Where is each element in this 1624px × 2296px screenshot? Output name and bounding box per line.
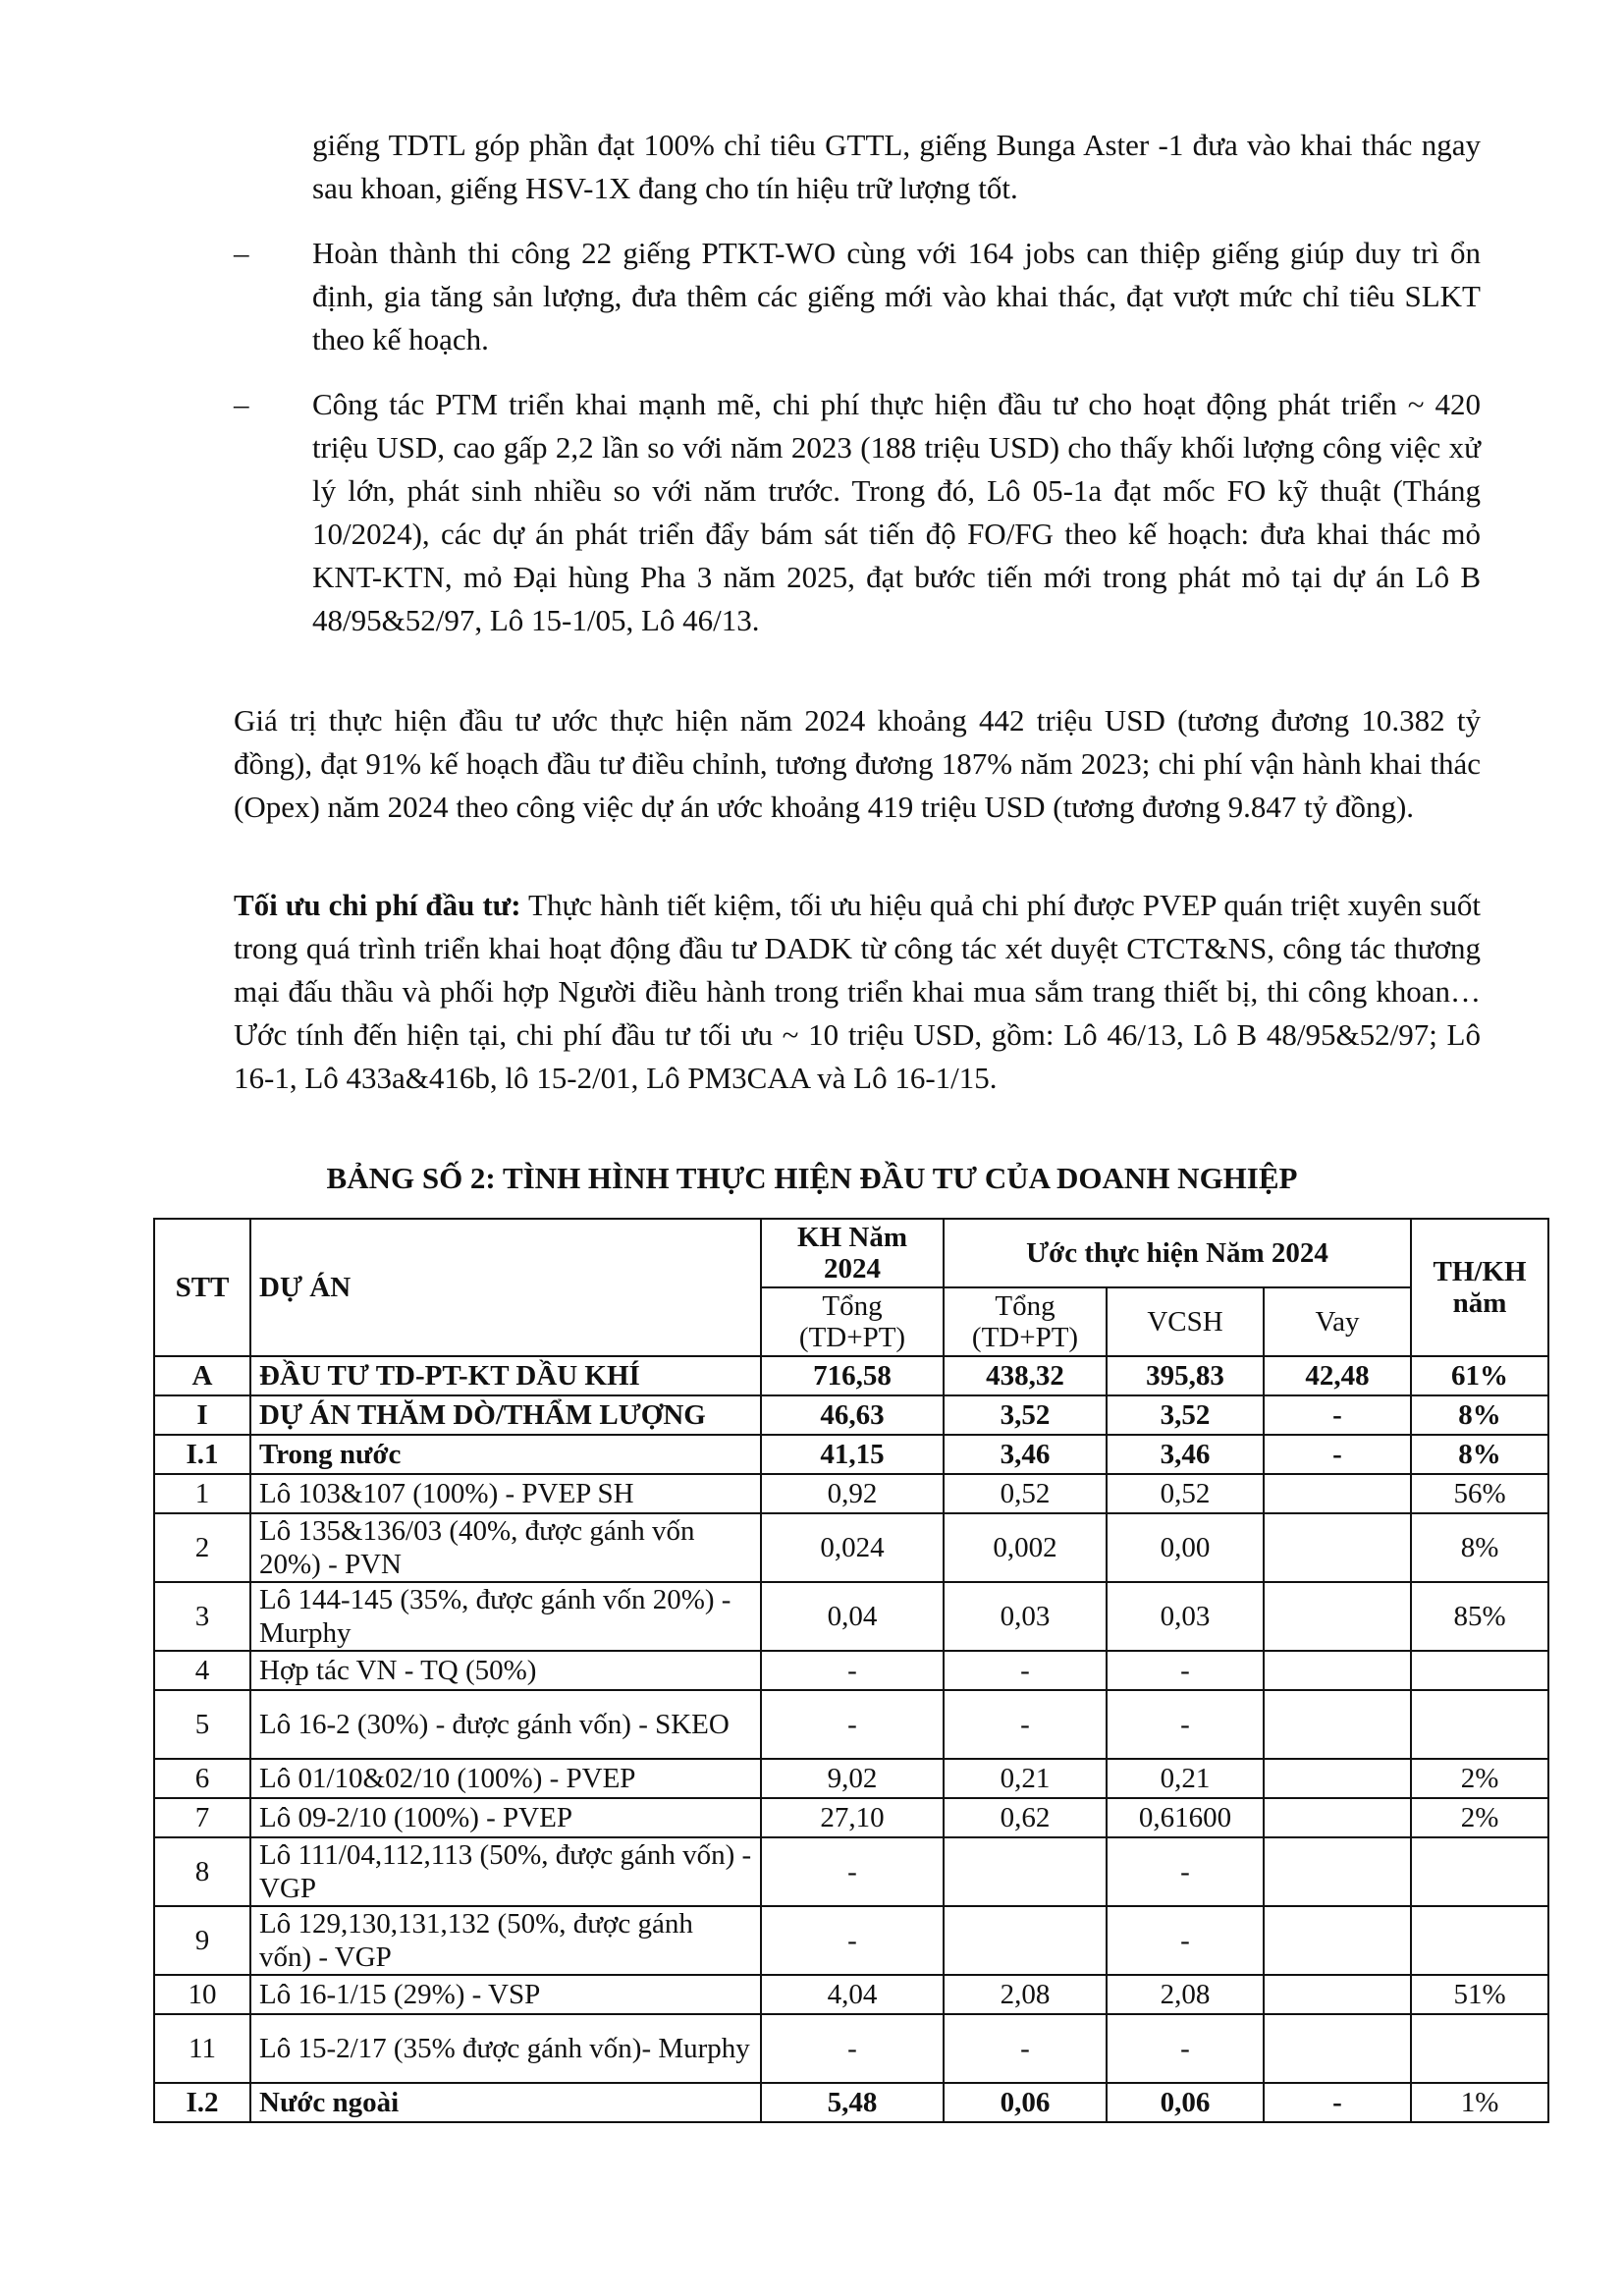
cell-project-name: Lô 01/10&02/10 (100%) - PVEP	[250, 1759, 761, 1798]
cell-th-kh: 8%	[1411, 1435, 1548, 1474]
header-kh-nam: KH Năm 2024	[761, 1219, 944, 1287]
cell-project-name: Lô 135&136/03 (40%, được gánh vốn 20%) - PVN	[250, 1513, 761, 1582]
paragraph-investment-value: Giá trị thực hiện đầu tư ước thực hiện năm 2024 khoảng 442 triệu USD (tương đương 10.382 tỷ đồng), đạt 91% kế hoạch đầu tư điều chỉnh, tương đương 187% năm 2023; chi phí vận hành khai thác (Opex) năm 2024 theo công việc dự án ước khoảng 419 triệu USD (tương đương 9.847 tỷ đồng).	[234, 703, 1481, 824]
bullet-paragraph-ptm: Công tác PTM triển khai mạnh mẽ, chi phí thực hiện đầu tư cho hoạt động phát triển ~ 420 triệu USD, cao gấp 2,2 lần so với năm 2023 (188 triệu USD) cho thấy khối lượng công việc xử lý lớn, phát sinh nhiều so với năm trước. Trong đó, Lô 05-1a đạt mốc FO kỹ thuật (Tháng 10/2024), các dự án phát triển đẩy bám sát tiến độ FO/FG theo kế hoạch: đưa khai thác mỏ KNT-KTN, mỏ Đại hùng Pha 3 năm 2025, đạt bước tiến mới trong phát mỏ tại dự án Lô B 48/95&52/97, Lô 15-1/05, Lô 46/13.	[312, 387, 1481, 637]
cost-optimization-body: Thực hành tiết kiệm, tối ưu hiệu quả chi phí được PVEP quán triệt xuyên suốt trong quá trình triển khai hoạt động đầu tư DADK từ công tác xét duyệt CTCT&NS, công tác thương mại đấu thầu và phối hợp Người điều hành trong triển khai mua sắm trang thiết bị, thi công khoan… Ước tính đến hiện tại, chi phí đầu tư tối ưu ~ 10 triệu USD, gồm: Lô 46/13, Lô B 48/95&52/97; Lô 16-1, Lô 433a&416b, lô 15-2/01, Lô PM3CAA và Lô 16-1/15.	[234, 888, 1481, 1095]
cell-stt: A	[154, 1356, 250, 1395]
cell-vay	[1264, 1759, 1411, 1798]
cell-vay	[1264, 1837, 1411, 1906]
table-row	[154, 1435, 1548, 1474]
paragraph-continuation: giếng TDTL góp phần đạt 100% chỉ tiêu GTTL, giếng Bunga Aster -1 đưa vào khai thác ngay sau khoan, giếng HSV-1X đang cho tín hiệu trữ lượng tốt.	[312, 128, 1481, 205]
cell-th-kh: 56%	[1411, 1474, 1548, 1513]
cell-vcsh: 0,03	[1107, 1582, 1264, 1651]
cell-vay: -	[1264, 1435, 1411, 1474]
table-row	[154, 1395, 1548, 1435]
cell-est-total: -	[944, 1690, 1107, 1759]
cell-th-kh	[1411, 2014, 1548, 2083]
cell-kh-total: 0,024	[761, 1513, 944, 1582]
cell-vcsh: 0,21	[1107, 1759, 1264, 1798]
cell-project-name: Lô 15-2/17 (35% được gánh vốn)- Murphy	[250, 2014, 761, 2083]
header-th-kh: TH/KH năm	[1411, 1219, 1548, 1356]
cell-vay	[1264, 1582, 1411, 1651]
cell-project-name: Lô 16-1/15 (29%) - VSP	[250, 1975, 761, 2014]
investment-table	[153, 1218, 1549, 2123]
cell-vay	[1264, 1651, 1411, 1690]
cell-stt: 8	[154, 1837, 250, 1906]
cell-est-total: -	[944, 1651, 1107, 1690]
cell-stt: 1	[154, 1474, 250, 1513]
cell-th-kh	[1411, 1651, 1548, 1690]
table-row	[154, 2014, 1548, 2083]
cell-vcsh: 3,46	[1107, 1435, 1264, 1474]
cell-project-name: DỰ ÁN THĂM DÒ/THẨM LƯỢNG	[250, 1395, 761, 1435]
cell-vcsh: -	[1107, 1837, 1264, 1906]
table-row	[154, 1975, 1548, 2014]
cell-est-total: 0,62	[944, 1798, 1107, 1837]
cost-optimization-heading: Tối ưu chi phí đầu tư:	[234, 888, 521, 922]
cell-vay	[1264, 2014, 1411, 2083]
table-row	[154, 1356, 1548, 1395]
cell-est-total	[944, 1837, 1107, 1906]
cell-project-name: Lô 144-145 (35%, được gánh vốn 20%) - Murphy	[250, 1582, 761, 1651]
cell-th-kh: 2%	[1411, 1759, 1548, 1798]
cell-stt: I	[154, 1395, 250, 1435]
cell-th-kh	[1411, 1837, 1548, 1906]
cell-th-kh: 85%	[1411, 1582, 1548, 1651]
cell-th-kh: 51%	[1411, 1975, 1548, 2014]
cell-project-name: ĐẦU TƯ TD-PT-KT DẦU KHÍ	[250, 1356, 761, 1395]
cell-project-name: Trong nước	[250, 1435, 761, 1474]
cell-kh-total: 716,58	[761, 1356, 944, 1395]
cell-kh-total: 9,02	[761, 1759, 944, 1798]
cell-stt: 10	[154, 1975, 250, 2014]
cell-est-total: 0,06	[944, 2083, 1107, 2122]
cell-stt: 4	[154, 1651, 250, 1690]
table-row	[154, 1651, 1548, 1690]
cell-est-total: 438,32	[944, 1356, 1107, 1395]
cell-th-kh: 2%	[1411, 1798, 1548, 1837]
cell-est-total	[944, 1906, 1107, 1975]
cell-stt: 11	[154, 2014, 250, 2083]
header-du-an: DỰ ÁN	[250, 1219, 761, 1356]
cell-vay: 42,48	[1264, 1356, 1411, 1395]
cell-stt: 7	[154, 1798, 250, 1837]
header-uoc-thuc-hien: Ước thực hiện Năm 2024	[944, 1219, 1411, 1287]
cell-kh-total: -	[761, 1906, 944, 1975]
cell-stt: 9	[154, 1906, 250, 1975]
header-vcsh: VCSH	[1107, 1287, 1264, 1356]
table-row	[154, 2083, 1548, 2122]
cell-est-total: -	[944, 2014, 1107, 2083]
table-row	[154, 1837, 1548, 1906]
cell-kh-total: 27,10	[761, 1798, 944, 1837]
table-row	[154, 1690, 1548, 1759]
table-row	[154, 1474, 1548, 1513]
header-tong-kh: Tổng (TD+PT)	[761, 1287, 944, 1356]
table-row	[154, 1582, 1548, 1651]
table-row	[154, 1513, 1548, 1582]
cell-vcsh: 0,00	[1107, 1513, 1264, 1582]
cell-project-name: Hợp tác VN - TQ (50%)	[250, 1651, 761, 1690]
cell-kh-total: 0,04	[761, 1582, 944, 1651]
cell-th-kh: 8%	[1411, 1395, 1548, 1435]
cell-stt: 3	[154, 1582, 250, 1651]
cell-project-name: Lô 111/04,112,113 (50%, được gánh vốn) - VGP	[250, 1837, 761, 1906]
header-tong-uoc: Tổng (TD+PT)	[944, 1287, 1107, 1356]
cell-vcsh: -	[1107, 2014, 1264, 2083]
cell-stt: 6	[154, 1759, 250, 1798]
cell-project-name: Lô 129,130,131,132 (50%, được gánh vốn) - VGP	[250, 1906, 761, 1975]
header-vay: Vay	[1264, 1287, 1411, 1356]
cell-vay	[1264, 1906, 1411, 1975]
table-row	[154, 1798, 1548, 1837]
cell-est-total: 0,002	[944, 1513, 1107, 1582]
cell-th-kh: 8%	[1411, 1513, 1548, 1582]
cell-est-total: 2,08	[944, 1975, 1107, 2014]
cell-stt: 2	[154, 1513, 250, 1582]
cell-est-total: 0,03	[944, 1582, 1107, 1651]
cell-kh-total: 4,04	[761, 1975, 944, 2014]
cell-th-kh: 61%	[1411, 1356, 1548, 1395]
cell-kh-total: -	[761, 1651, 944, 1690]
cell-kh-total: -	[761, 2014, 944, 2083]
cell-kh-total: 0,92	[761, 1474, 944, 1513]
cell-stt: I.2	[154, 2083, 250, 2122]
table-row	[154, 1759, 1548, 1798]
cell-stt: I.1	[154, 1435, 250, 1474]
bullet-dash: –	[234, 387, 249, 421]
cell-vay	[1264, 1690, 1411, 1759]
cell-vay	[1264, 1798, 1411, 1837]
cell-project-name: Lô 103&107 (100%) - PVEP SH	[250, 1474, 761, 1513]
cell-kh-total: 46,63	[761, 1395, 944, 1435]
paragraph-cost-optimization	[234, 884, 1481, 1100]
cell-stt: 5	[154, 1690, 250, 1759]
cell-vcsh: 2,08	[1107, 1975, 1264, 2014]
cell-est-total: 0,52	[944, 1474, 1107, 1513]
cell-project-name: Lô 09-2/10 (100%) - PVEP	[250, 1798, 761, 1837]
cell-project-name: Lô 16-2 (30%) - được gánh vốn) - SKEO	[250, 1690, 761, 1759]
cell-vay: -	[1264, 1395, 1411, 1435]
table-title: BẢNG SỐ 2: TÌNH HÌNH THỰC HIỆN ĐẦU TƯ CỦA DOANH NGHIỆP	[326, 1161, 1298, 1195]
cell-vay: -	[1264, 2083, 1411, 2122]
bullet-dash: –	[234, 236, 249, 270]
cell-project-name: Nước ngoài	[250, 2083, 761, 2122]
cell-vcsh: 3,52	[1107, 1395, 1264, 1435]
cell-th-kh	[1411, 1690, 1548, 1759]
table-row	[154, 1906, 1548, 1975]
cell-est-total: 3,52	[944, 1395, 1107, 1435]
header-stt: STT	[154, 1219, 250, 1356]
cell-vay	[1264, 1975, 1411, 2014]
cell-kh-total: -	[761, 1690, 944, 1759]
cell-vcsh: -	[1107, 1651, 1264, 1690]
cell-vay	[1264, 1513, 1411, 1582]
cell-vcsh: -	[1107, 1906, 1264, 1975]
cell-kh-total: 41,15	[761, 1435, 944, 1474]
cell-vcsh: 0,52	[1107, 1474, 1264, 1513]
cell-vcsh: 0,06	[1107, 2083, 1264, 2122]
cell-th-kh	[1411, 1906, 1548, 1975]
cell-vcsh: 395,83	[1107, 1356, 1264, 1395]
table-body	[154, 1356, 1548, 2122]
cell-kh-total: 5,48	[761, 2083, 944, 2122]
cell-kh-total: -	[761, 1837, 944, 1906]
cell-vay	[1264, 1474, 1411, 1513]
cell-est-total: 0,21	[944, 1759, 1107, 1798]
cell-vcsh: -	[1107, 1690, 1264, 1759]
cell-vcsh: 0,61600	[1107, 1798, 1264, 1837]
bullet-paragraph-wells: Hoàn thành thi công 22 giếng PTKT-WO cùng với 164 jobs can thiệp giếng giúp duy trì ổn định, gia tăng sản lượng, đưa thêm các giếng mới vào khai thác, đạt vượt mức chỉ tiêu SLKT theo kế hoạch.	[312, 236, 1481, 356]
cell-est-total: 3,46	[944, 1435, 1107, 1474]
cell-th-kh: 1%	[1411, 2083, 1548, 2122]
